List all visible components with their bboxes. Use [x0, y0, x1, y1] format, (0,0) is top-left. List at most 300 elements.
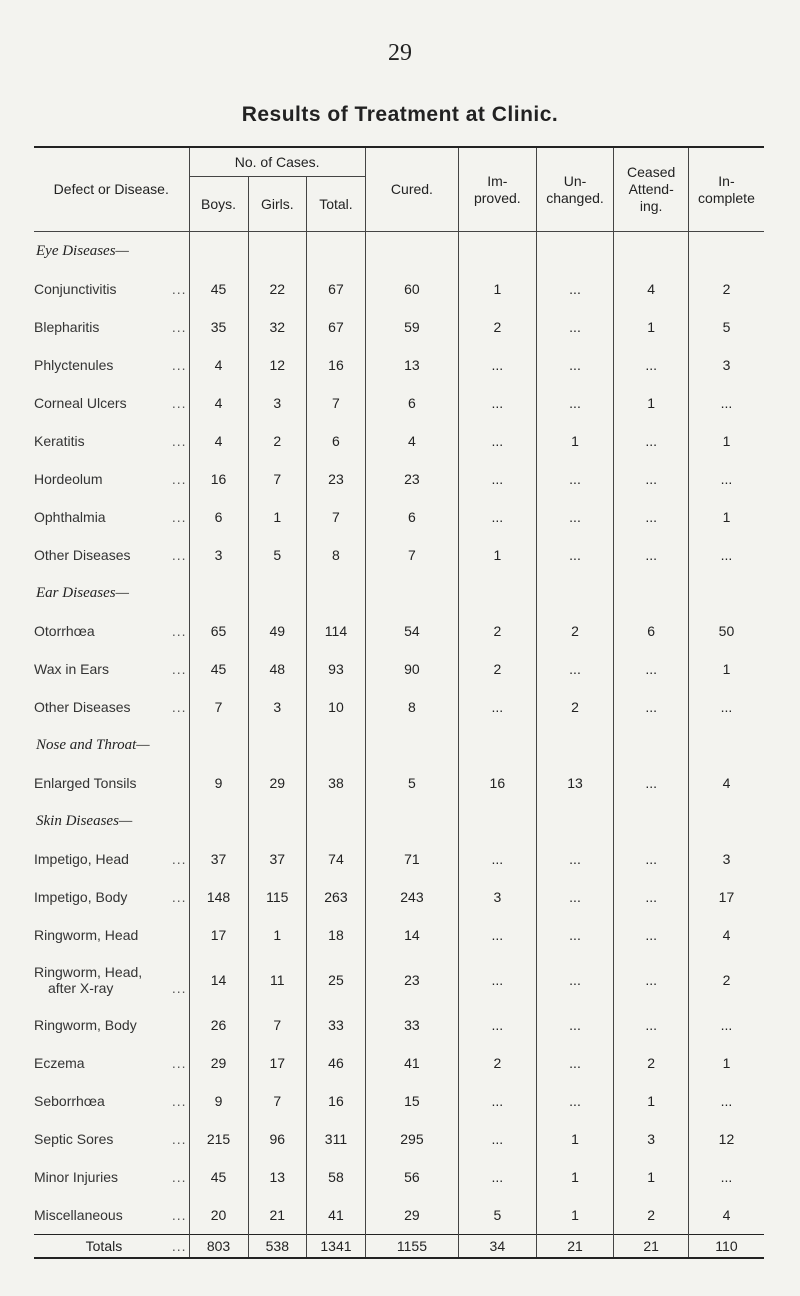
data-cell: 16	[307, 1082, 366, 1120]
data-cell: 5	[248, 536, 307, 574]
table-row	[34, 1082, 764, 1120]
empty-cell	[307, 232, 366, 271]
empty-cell	[189, 232, 248, 271]
leader-dots: ...	[171, 623, 187, 639]
disease-name: Eczema	[34, 1055, 85, 1071]
empty-cell	[365, 802, 458, 840]
data-cell: 45	[189, 270, 248, 308]
data-cell: ...	[614, 536, 689, 574]
data-cell: 13	[536, 764, 614, 802]
data-cell: 6	[189, 498, 248, 536]
header-ceased	[614, 147, 689, 232]
table-row	[34, 536, 764, 574]
section-row	[34, 726, 764, 764]
header-total: Total.	[307, 177, 366, 232]
row-label	[34, 1158, 189, 1196]
header-cured: Cured.	[365, 147, 458, 232]
row-label	[34, 878, 189, 916]
section-row	[34, 574, 764, 612]
row-label	[34, 916, 189, 954]
results-table	[34, 146, 764, 1259]
totals-cell: 21	[614, 1235, 689, 1259]
disease-name: Minor Injuries	[34, 1169, 119, 1185]
data-cell: ...	[459, 1158, 537, 1196]
data-cell: ...	[536, 460, 614, 498]
row-label	[34, 1196, 189, 1235]
empty-cell	[365, 574, 458, 612]
leader-dots: ...	[171, 661, 187, 677]
table-row	[34, 270, 764, 308]
empty-cell	[307, 802, 366, 840]
header-boys: Boys.	[189, 177, 248, 232]
row-label	[34, 1044, 189, 1082]
section-heading: Skin Diseases—	[36, 812, 133, 829]
data-cell: ...	[536, 954, 614, 1006]
empty-cell	[248, 232, 307, 271]
data-cell: 4	[688, 764, 764, 802]
data-cell: ...	[614, 460, 689, 498]
data-cell: ...	[459, 422, 537, 460]
data-cell: 2	[688, 270, 764, 308]
leader-dots: ...	[171, 1055, 187, 1071]
row-label	[34, 308, 189, 346]
row-label	[34, 954, 189, 1006]
data-cell: ...	[536, 270, 614, 308]
data-cell: 21	[248, 1196, 307, 1235]
totals-cell: 21	[536, 1235, 614, 1259]
row-label	[34, 536, 189, 574]
data-cell: 6	[365, 384, 458, 422]
data-cell: 1	[688, 650, 764, 688]
table-row	[34, 346, 764, 384]
data-cell: ...	[536, 384, 614, 422]
leader-dots: ...	[171, 357, 187, 373]
disease-name: Ringworm, Body	[34, 1017, 137, 1033]
data-cell: 41	[307, 1196, 366, 1235]
leader-dots: ...	[171, 471, 187, 487]
table-row	[34, 422, 764, 460]
table-row	[34, 1158, 764, 1196]
disease-name: Ringworm, Head	[34, 927, 139, 943]
data-cell: 1	[614, 384, 689, 422]
data-cell: 12	[248, 346, 307, 384]
table-row	[34, 384, 764, 422]
disease-name: Ringworm, Head,	[34, 964, 143, 980]
data-cell: ...	[459, 498, 537, 536]
disease-name: Seborrhœa	[34, 1093, 105, 1109]
header-improved	[459, 147, 537, 232]
empty-cell	[459, 232, 537, 271]
data-cell: 74	[307, 840, 366, 878]
header-unchanged	[536, 147, 614, 232]
data-cell: 3	[614, 1120, 689, 1158]
data-cell: ...	[688, 460, 764, 498]
data-cell: 7	[248, 1006, 307, 1044]
table-row	[34, 954, 764, 1006]
empty-cell	[307, 726, 366, 764]
data-cell: 29	[365, 1196, 458, 1235]
data-cell: 32	[248, 308, 307, 346]
data-cell: ...	[459, 460, 537, 498]
data-cell: 9	[189, 764, 248, 802]
row-label	[34, 270, 189, 308]
data-cell: 17	[189, 916, 248, 954]
data-cell: ...	[614, 650, 689, 688]
data-cell: 215	[189, 1120, 248, 1158]
data-cell: 11	[248, 954, 307, 1006]
disease-name: Corneal Ulcers	[34, 395, 127, 411]
data-cell: 6	[365, 498, 458, 536]
table-row	[34, 650, 764, 688]
results-body	[34, 232, 764, 1259]
data-cell: ...	[459, 346, 537, 384]
data-cell: 1	[536, 422, 614, 460]
data-cell: 18	[307, 916, 366, 954]
data-cell: 311	[307, 1120, 366, 1158]
empty-cell	[189, 726, 248, 764]
row-label	[34, 1006, 189, 1044]
data-cell: ...	[614, 764, 689, 802]
data-cell: 15	[365, 1082, 458, 1120]
data-cell: 67	[307, 270, 366, 308]
data-cell: ...	[459, 954, 537, 1006]
data-cell: 2	[536, 612, 614, 650]
table-row	[34, 840, 764, 878]
data-cell: 25	[307, 954, 366, 1006]
data-cell: ...	[459, 688, 537, 726]
empty-cell	[614, 726, 689, 764]
data-cell: ...	[536, 650, 614, 688]
data-cell: 10	[307, 688, 366, 726]
data-cell: ...	[536, 1082, 614, 1120]
header-girls: Girls.	[248, 177, 307, 232]
data-cell: 3	[248, 384, 307, 422]
data-cell: 41	[365, 1044, 458, 1082]
empty-cell	[614, 232, 689, 271]
data-cell: ...	[459, 384, 537, 422]
data-cell: ...	[688, 1006, 764, 1044]
empty-cell	[536, 802, 614, 840]
data-cell: 23	[365, 954, 458, 1006]
data-cell: 1	[536, 1120, 614, 1158]
table-row	[34, 460, 764, 498]
empty-cell	[307, 574, 366, 612]
leader-dots: ...	[171, 433, 187, 449]
data-cell: 37	[248, 840, 307, 878]
data-cell: 54	[365, 612, 458, 650]
table-row	[34, 878, 764, 916]
disease-name: Septic Sores	[34, 1131, 114, 1147]
data-cell: ...	[614, 498, 689, 536]
data-cell: ...	[536, 916, 614, 954]
data-cell: 45	[189, 650, 248, 688]
data-cell: 37	[189, 840, 248, 878]
empty-cell	[614, 802, 689, 840]
data-cell: 7	[307, 498, 366, 536]
row-label	[34, 612, 189, 650]
totals-cell: 110	[688, 1235, 764, 1259]
data-cell: ...	[614, 688, 689, 726]
data-cell: 60	[365, 270, 458, 308]
data-cell: 16	[189, 460, 248, 498]
data-cell: ...	[536, 536, 614, 574]
data-cell: 2	[459, 308, 537, 346]
data-cell: 26	[189, 1006, 248, 1044]
data-cell: 1	[536, 1158, 614, 1196]
data-cell: 4	[189, 422, 248, 460]
section-row	[34, 232, 764, 271]
empty-cell	[536, 232, 614, 271]
data-cell: 1	[248, 498, 307, 536]
table-row	[34, 916, 764, 954]
data-cell: 115	[248, 878, 307, 916]
data-cell: 6	[614, 612, 689, 650]
totals-cell: 538	[248, 1235, 307, 1259]
data-cell: 3	[688, 840, 764, 878]
totals-cell: 1341	[307, 1235, 366, 1259]
empty-cell	[365, 232, 458, 271]
data-cell: 7	[248, 1082, 307, 1120]
data-cell: 1	[614, 308, 689, 346]
data-cell: ...	[459, 1120, 537, 1158]
data-cell: 1	[614, 1158, 689, 1196]
data-cell: 1	[248, 916, 307, 954]
row-label	[34, 384, 189, 422]
data-cell: 67	[307, 308, 366, 346]
leader-dots: ...	[171, 1207, 187, 1223]
data-cell: 4	[688, 1196, 764, 1235]
data-cell: 1	[614, 1082, 689, 1120]
table-row	[34, 498, 764, 536]
data-cell: ...	[688, 536, 764, 574]
leader-dots: ...	[171, 1238, 187, 1254]
leader-dots: ...	[171, 699, 187, 715]
disease-name: Enlarged Tonsils	[34, 775, 137, 791]
data-cell: 3	[688, 346, 764, 384]
data-cell: ...	[536, 878, 614, 916]
data-cell: ...	[614, 422, 689, 460]
data-cell: 1	[688, 498, 764, 536]
empty-cell	[614, 574, 689, 612]
disease-name: Impetigo, Head	[34, 851, 129, 867]
data-cell: 33	[365, 1006, 458, 1044]
disease-name: Ophthalmia	[34, 509, 106, 525]
table-row	[34, 1044, 764, 1082]
disease-name-line2: after X-ray	[48, 980, 114, 996]
header-ceased-text: Ceased Attend- ing.	[627, 164, 676, 214]
empty-cell	[459, 802, 537, 840]
data-cell: 7	[307, 384, 366, 422]
data-cell: 46	[307, 1044, 366, 1082]
leader-dots: ...	[171, 1093, 187, 1109]
data-cell: ...	[614, 954, 689, 1006]
totals-cell: 34	[459, 1235, 537, 1259]
data-cell: 2	[459, 650, 537, 688]
data-cell: ...	[536, 308, 614, 346]
disease-name: Other Diseases	[34, 699, 131, 715]
data-cell: 2	[248, 422, 307, 460]
totals-cell: 803	[189, 1235, 248, 1259]
data-cell: 14	[189, 954, 248, 1006]
disease-name: Conjunctivitis	[34, 281, 117, 297]
data-cell: ...	[536, 498, 614, 536]
section-heading: Nose and Throat—	[36, 736, 150, 753]
table-row	[34, 1006, 764, 1044]
leader-dots: ...	[171, 980, 187, 996]
data-cell: 13	[248, 1158, 307, 1196]
totals-row	[34, 1235, 764, 1259]
header-no-of-cases: No. of Cases.	[189, 147, 365, 177]
table-row	[34, 1120, 764, 1158]
data-cell: 48	[248, 650, 307, 688]
data-cell: 1	[536, 1196, 614, 1235]
data-cell: ...	[614, 840, 689, 878]
disease-name: Hordeolum	[34, 471, 103, 487]
empty-cell	[536, 726, 614, 764]
data-cell: ...	[536, 346, 614, 384]
data-cell: 16	[307, 346, 366, 384]
data-cell: 1	[688, 1044, 764, 1082]
data-cell: 243	[365, 878, 458, 916]
data-cell: 7	[248, 460, 307, 498]
data-cell: 38	[307, 764, 366, 802]
leader-dots: ...	[171, 319, 187, 335]
data-cell: ...	[459, 916, 537, 954]
data-cell: 29	[189, 1044, 248, 1082]
data-cell: 49	[248, 612, 307, 650]
leader-dots: ...	[171, 509, 187, 525]
header-incomplete-text: In- complete	[698, 172, 755, 206]
data-cell: 148	[189, 878, 248, 916]
data-cell: ...	[688, 384, 764, 422]
data-cell: 96	[248, 1120, 307, 1158]
page-title: Results of Treatment at Clinic.	[241, 103, 559, 126]
data-cell: 23	[365, 460, 458, 498]
data-cell: 4	[688, 916, 764, 954]
totals-cell: 1155	[365, 1235, 458, 1259]
data-cell: 12	[688, 1120, 764, 1158]
empty-cell	[248, 802, 307, 840]
empty-cell	[189, 802, 248, 840]
row-label	[34, 840, 189, 878]
data-cell: 1	[459, 536, 537, 574]
data-cell: 9	[189, 1082, 248, 1120]
data-cell: 2	[614, 1196, 689, 1235]
data-cell: 20	[189, 1196, 248, 1235]
empty-cell	[459, 726, 537, 764]
data-cell: 90	[365, 650, 458, 688]
leader-dots: ...	[171, 851, 187, 867]
data-cell: 29	[248, 764, 307, 802]
data-cell: ...	[614, 878, 689, 916]
header-unchanged-text: Un- changed.	[546, 172, 604, 206]
totals-label-cell	[34, 1235, 189, 1259]
data-cell: 17	[248, 1044, 307, 1082]
disease-name: Impetigo, Body	[34, 889, 128, 905]
data-cell: 22	[248, 270, 307, 308]
data-cell: ...	[459, 1082, 537, 1120]
data-cell: 2	[614, 1044, 689, 1082]
empty-cell	[248, 574, 307, 612]
data-cell: 14	[365, 916, 458, 954]
page-number: 29	[388, 40, 412, 66]
data-cell: 5	[459, 1196, 537, 1235]
data-cell: 5	[365, 764, 458, 802]
data-cell: 3	[459, 878, 537, 916]
row-label	[34, 650, 189, 688]
empty-cell	[189, 574, 248, 612]
data-cell: 2	[459, 1044, 537, 1082]
data-cell: ...	[688, 688, 764, 726]
section-row	[34, 802, 764, 840]
row-label	[34, 460, 189, 498]
data-cell: 4	[365, 422, 458, 460]
empty-cell	[536, 574, 614, 612]
data-cell: 8	[365, 688, 458, 726]
data-cell: 5	[688, 308, 764, 346]
data-cell: 6	[307, 422, 366, 460]
data-cell: 50	[688, 612, 764, 650]
disease-name: Phlyctenules	[34, 357, 114, 373]
row-label	[34, 764, 189, 802]
section-heading: Ear Diseases—	[36, 584, 129, 601]
data-cell: ...	[688, 1158, 764, 1196]
data-cell: ...	[688, 1082, 764, 1120]
row-label	[34, 346, 189, 384]
table-row	[34, 764, 764, 802]
data-cell: ...	[614, 916, 689, 954]
section-heading: Eye Diseases—	[36, 242, 129, 259]
row-label	[34, 422, 189, 460]
disease-name: Otorrhœa	[34, 623, 95, 639]
data-cell: 295	[365, 1120, 458, 1158]
data-cell: 3	[189, 536, 248, 574]
data-cell: 263	[307, 878, 366, 916]
data-cell: 4	[189, 384, 248, 422]
data-cell: 65	[189, 612, 248, 650]
header-improved-text: Im- proved.	[473, 172, 521, 206]
data-cell: 58	[307, 1158, 366, 1196]
leader-dots: ...	[171, 281, 187, 297]
empty-cell	[688, 232, 764, 271]
row-label	[34, 1082, 189, 1120]
empty-cell	[688, 802, 764, 840]
data-cell: 1	[459, 270, 537, 308]
empty-cell	[688, 726, 764, 764]
leader-dots: ...	[171, 1131, 187, 1147]
disease-name: Miscellaneous	[34, 1207, 123, 1223]
data-cell: 8	[307, 536, 366, 574]
leader-dots: ...	[171, 889, 187, 905]
data-cell: ...	[536, 1044, 614, 1082]
data-cell: ...	[614, 1006, 689, 1044]
row-label	[34, 498, 189, 536]
row-label	[34, 688, 189, 726]
data-cell: 3	[248, 688, 307, 726]
data-cell: 7	[189, 688, 248, 726]
empty-cell	[248, 726, 307, 764]
leader-dots: ...	[171, 395, 187, 411]
table-row	[34, 308, 764, 346]
data-cell: 17	[688, 878, 764, 916]
totals-label: Totals	[85, 1238, 123, 1254]
data-cell: 56	[365, 1158, 458, 1196]
data-cell: 2	[459, 612, 537, 650]
data-cell: ...	[536, 840, 614, 878]
data-cell: 35	[189, 308, 248, 346]
data-cell: 4	[189, 346, 248, 384]
data-cell: 114	[307, 612, 366, 650]
